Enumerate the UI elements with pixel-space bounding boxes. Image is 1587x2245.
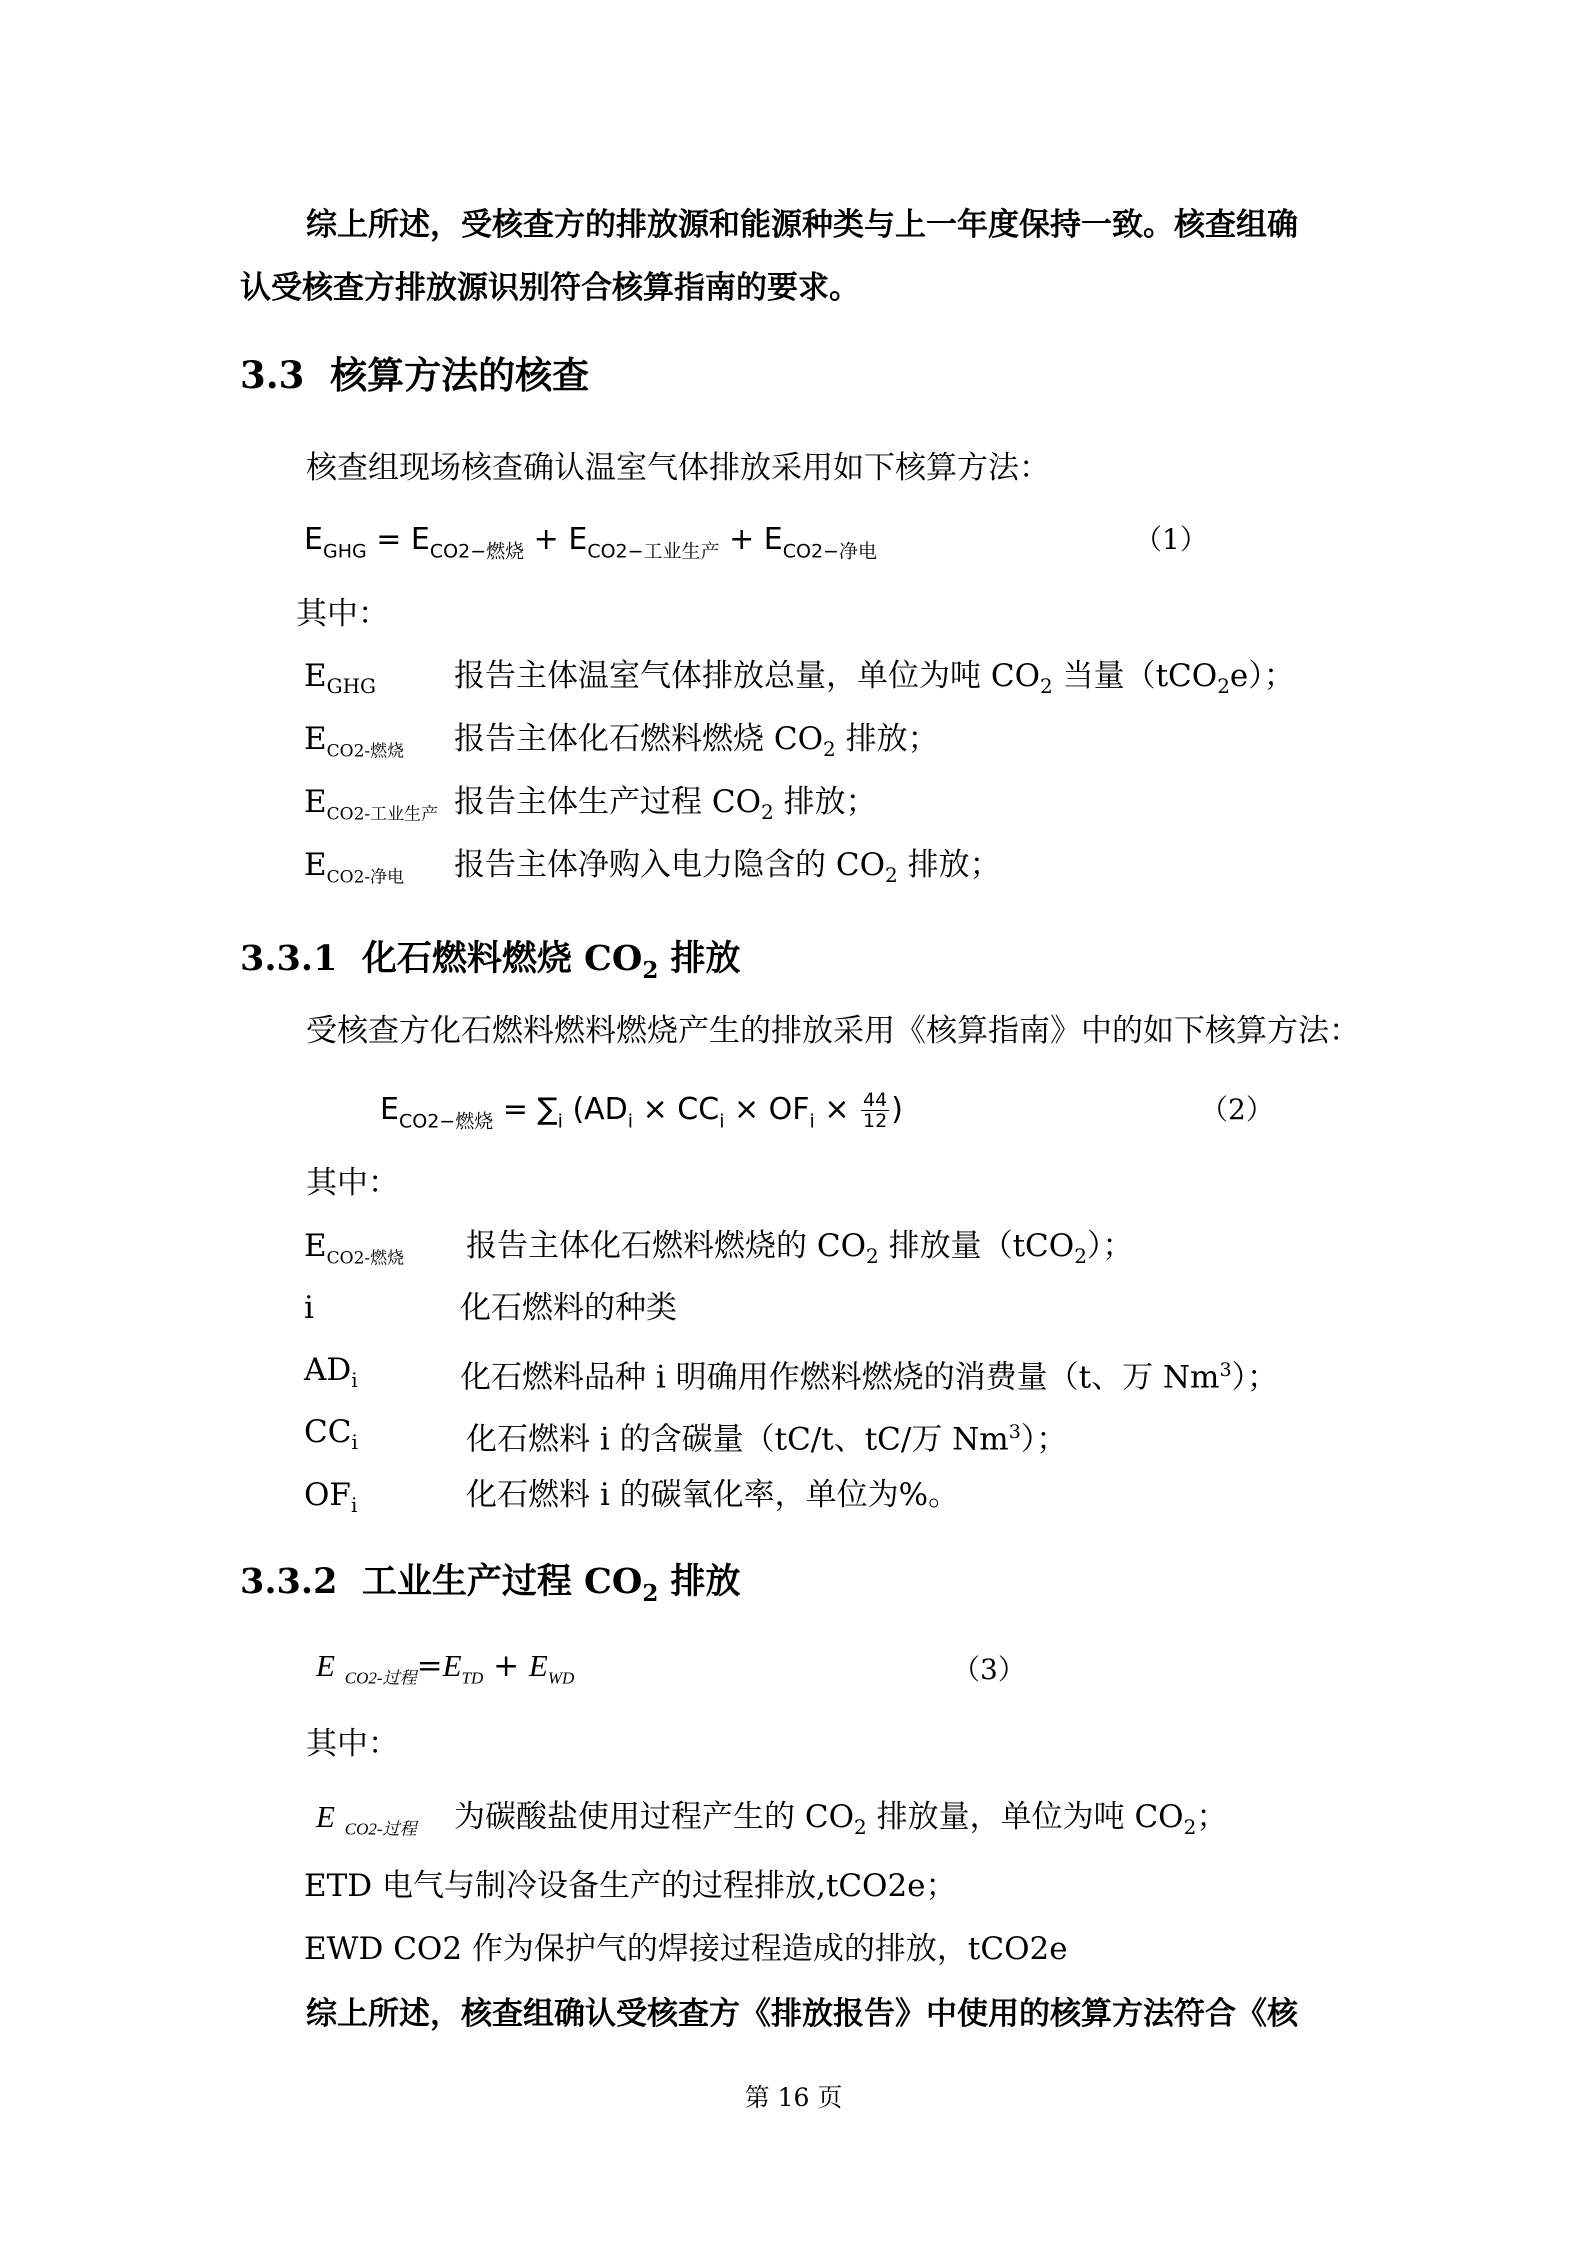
term-description: 报告主体净购入电力隐含的 $CO_2$ 排放； — [454, 847, 1001, 887]
term-description: 化石燃料 i 的含碳量（tC/t、tC/万 Nm$^3$）； — [466, 1421, 1068, 1458]
section-3-3-2-heading: 3.3.2 工业生产过程 $CO_2$ 排放 — [240, 1561, 741, 1608]
where-label-3: 其中： — [306, 1726, 399, 1762]
term-description: 为碳酸盐使用过程产生的 $CO_2$ 排放量，单位为吨 $CO_2$； — [454, 1799, 1228, 1839]
summary-para-2: 综上所述，核查组确认受核查方《排放报告》中使用的核算方法符合《核 — [306, 1996, 1298, 2032]
section-3-3-heading — [240, 352, 589, 398]
summary-line-2: 认受核查方排放源识别符合核算指南的要求。 — [240, 270, 860, 306]
equation-2: $E_{CO2-燃烧} = \sum_i$ ($AD_i \times CC_i \times OF_i$ × $\frac{44}{12}$ ) — [380, 1089, 903, 1133]
term-symbol: $OF_i$ — [304, 1477, 358, 1517]
equation-3-number: （3） — [952, 1653, 1026, 1686]
term-description: 报告主体温室气体排放总量，单位为吨 $CO_2$ 当量（tCO$_2$e）； — [454, 658, 1295, 698]
equation-1-number: （1） — [1134, 523, 1208, 556]
term-description: 化石燃料 i 的碳氧化率，单位为%。 — [466, 1477, 960, 1513]
term-description: 化石燃料的种类 — [460, 1290, 677, 1326]
term-description: 报告主体化石燃料燃烧的 $CO_2$ 排放量（tCO$_2$）； — [466, 1228, 1134, 1268]
section-3-3-1-heading: 3.3.1 化石燃料燃烧 $CO_2$ 排放 — [240, 938, 741, 985]
term-description: 报告主体化石燃料燃烧 $CO_2$ 排放； — [454, 721, 939, 761]
section-number: 3.3 — [240, 353, 305, 397]
term-symbol: $E_{CO2-净电}$ — [304, 847, 405, 888]
term-etd: ETD 电气与制冷设备生产的过程排放,tCO2e； — [304, 1868, 957, 1904]
equation-3: E $_{CO2-过程}=E_{TD} + E_{WD}$ — [316, 1648, 575, 1688]
equation-2-number: （2） — [1200, 1093, 1274, 1126]
section-3-3-intro: 核查组现场核查确认温室气体排放采用如下核算方法： — [306, 450, 1050, 486]
page-number: 第 16 页 — [744, 2083, 843, 2112]
term-description: 报告主体生产过程 $CO_2$ 排放； — [454, 784, 877, 824]
equation-1: $E_{GHG} = E_{CO2-燃烧} + E_{CO2-工业生产} + E_{CO2-净电}$ — [304, 522, 877, 563]
term-ewd: EWD CO2 作为保护气的焊接过程造成的排放，tCO2e — [304, 1931, 1068, 1967]
section-title: 核算方法的核查 — [330, 353, 590, 397]
where-label-2: 其中： — [306, 1165, 399, 1201]
summary-line-1: 综上所述，受核查方的排放源和能源种类与上一年度保持一致。核查组确 — [306, 207, 1298, 243]
term-symbol: $CC_i$ — [304, 1414, 358, 1454]
term-symbol: $AD_i$ — [304, 1352, 358, 1392]
term-symbol: i — [304, 1290, 314, 1326]
fraction-44-12: $\frac{44}{12}$ — [863, 1089, 888, 1132]
term-symbol: $E_{CO2-燃烧}$ — [304, 1228, 405, 1269]
section-3-3-1-intro: 受核查方化石燃料燃料燃烧产生的排放采用《核算指南》中的如下核算方法： — [306, 1013, 1360, 1049]
term-symbol: $E_{CO2-燃烧}$ — [304, 721, 405, 762]
term-symbol: E $_{CO2-过程}$ — [316, 1799, 417, 1839]
term-symbol: $E_{GHG}$ — [304, 658, 377, 698]
where-label-1: 其中： — [296, 596, 389, 632]
term-symbol: $E_{CO2-工业生产}$ — [304, 784, 439, 825]
term-description: 化石燃料品种 i 明确用作燃料燃烧的消费量（t、万 Nm$^3$）； — [460, 1359, 1279, 1396]
